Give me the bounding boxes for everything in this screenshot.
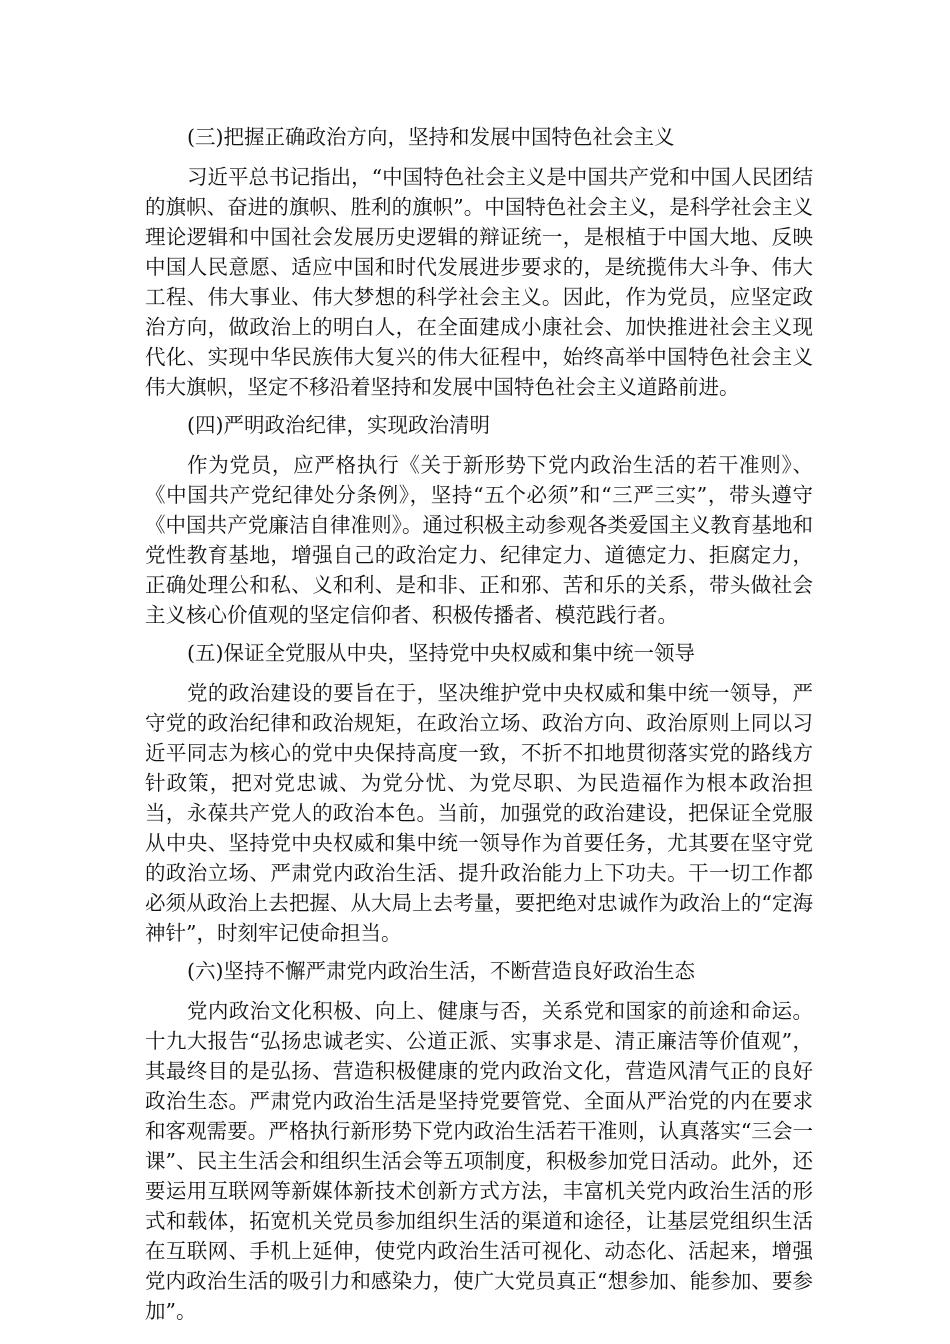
section-heading-6: (六)坚持不懈严肃党内政治生活，不断营造良好政治生态 bbox=[187, 959, 695, 983]
section-body-5: 党的政治建设的要旨在于，坚决维护党中央权威和集中统一领导，严守党的政治纪律和政治规矩，在政治立场、政治方向、政治原则上同以习近平同志为核心的党中央保持高度一致，不折不扣地贯彻落实党的路线方针政策，把对党忠诚、为党分忧、为党尽职、为民造福作为根本政治担当，永葆共产党人的政治本色。当前，加强党的政治建设，把保证全党服从中央、坚持党中央权威和集中统一领导作为首要任务，尤其要在坚守党的政治立场、严肃党内政治生活、提升政治能力上下功夫。干一切工作都必须从政治上去把握、从大局上去考量，要把绝对忠诚作为政治上的“定海神针”，时刻牢记使命担当。 bbox=[145, 681, 813, 945]
section-body-4: 作为党员，应严格执行《关于新形势下党内政治生活的若干准则》、《中国共产党纪律处分条例》，坚持“五个必须”和“三严三实”，带头遵守《中国共产党廉洁自律准则》。通过积极主动参观各类爱国主义教育基地和党性教育基地，增强自己的政治定力、纪律定力、道德定力、拒腐定力，正确处理公和私、义和利、是和非、正和邪、苦和乐的关系，带头做社会主义核心价值观的坚定信仰者、积极传播者、模范践行者。 bbox=[145, 453, 813, 627]
section-heading-5: (五)保证全党服从中央，坚持党中央权威和集中统一领导 bbox=[187, 641, 695, 665]
document-page bbox=[145, 122, 813, 1334]
section-body-6: 党内政治文化积极、向上、健康与否，关系党和国家的前途和命运。十九大报告“弘扬忠诚老实、公道正派、实事求是、清正廉洁等价值观”，其最终目的是弘扬、营造积极健康的党内政治文化，营造风清气正的良好政治生态。严肃党内政治生活是坚持党要管党、全面从严治党的内在要求和客观需要。严格执行新形势下党内政治生活若干准则，认真落实“三会一课”、民主生活会和组织生活会等五项制度，积极参加党日活动。此外，还要运用互联网等新媒体新技术创新方式方法，丰富机关党内政治生活的形式和载体，拓宽机关党员参加组织生活的渠道和途径，让基层党组织生活在互联网、手机上延伸，使党内政治生活可视化、动态化、活起来，增强党内政治生活的吸引力和感染力，使广大党员真正“想参加、能参加、要参加”。 bbox=[145, 999, 813, 1323]
section-body-3: 习近平总书记指出，“中国特色社会主义是中国共产党和中国人民团结的旗帜、奋进的旗帜、胜利的旗帜”。中国特色社会主义，是科学社会主义理论逻辑和中国社会发展历史逻辑的辩证统一，是根植于中国大地、反映中国人民意愿、适应中国和时代发展进步要求的，是统揽伟大斗争、伟大工程、伟大事业、伟大梦想的科学社会主义。因此，作为党员，应坚定政治方向，做政治上的明白人，在全面建成小康社会、加快推进社会主义现代化、实现中华民族伟大复兴的伟大征程中，始终高举中国特色社会主义伟大旗帜，坚定不移沿着坚持和发展中国特色社会主义道路前进。 bbox=[145, 165, 813, 399]
section-heading-3: (三)把握正确政治方向，坚持和发展中国特色社会主义 bbox=[187, 125, 675, 149]
section-heading-4: (四)严明政治纪律，实现政治清明 bbox=[187, 413, 490, 437]
